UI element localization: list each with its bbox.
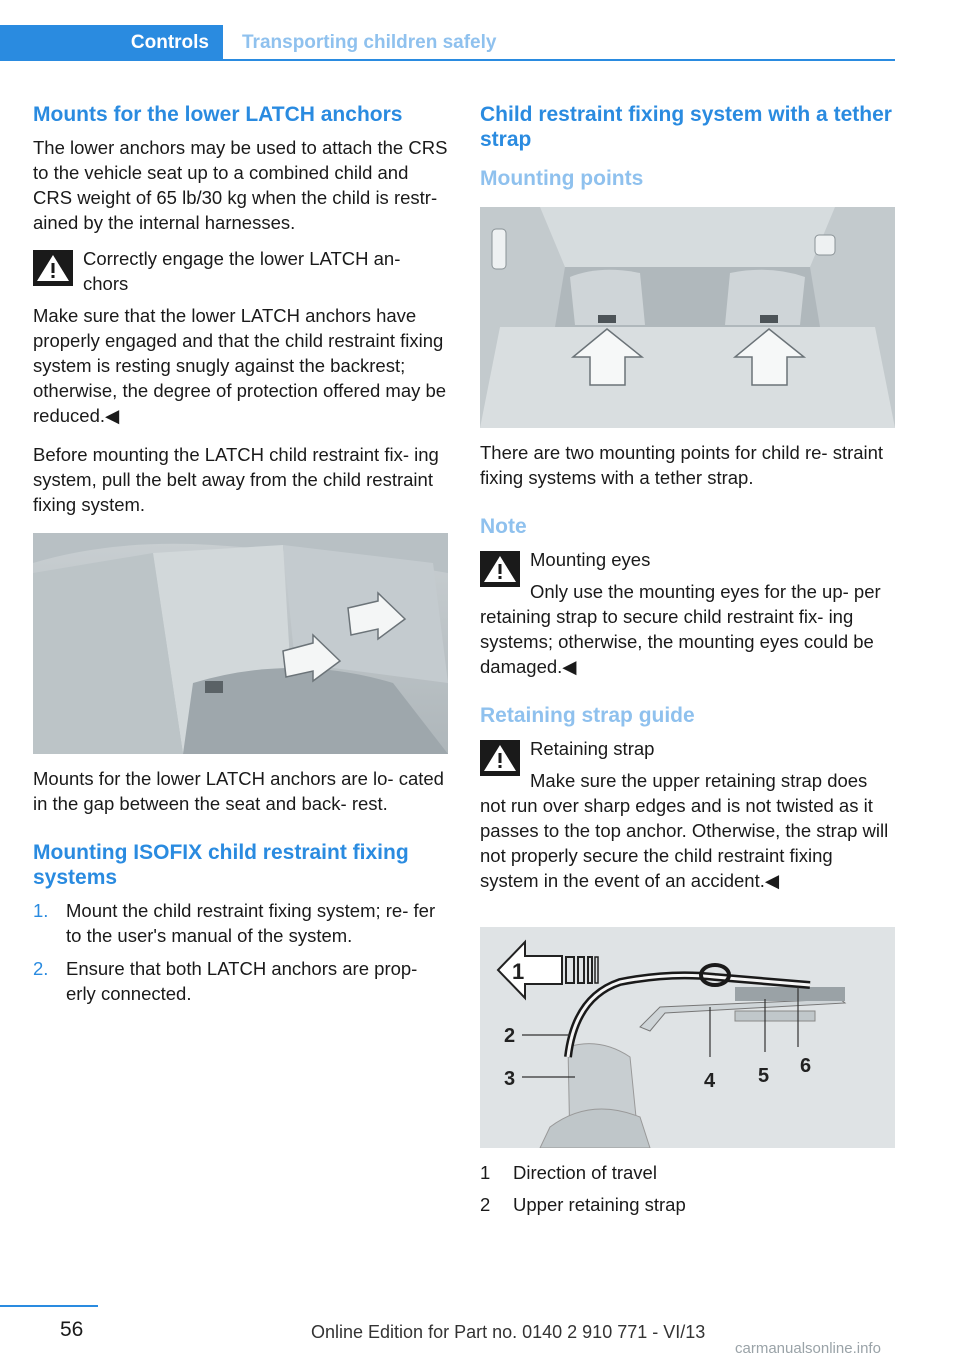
watermark: carmanualsonline.info	[735, 1340, 881, 1357]
diagram-label-2: 2	[504, 1025, 516, 1047]
warning-latch-title: Correctly engage the lower LATCH an‐ chors	[83, 248, 401, 294]
right-column	[480, 102, 895, 1224]
diagram-label-4: 4	[704, 1070, 716, 1092]
header-rule	[223, 59, 895, 61]
heading-strap-guide: Retaining strap guide	[480, 704, 695, 727]
warning-latch	[33, 246, 448, 428]
paragraph-pull-belt: Before mounting the LATCH child restraint fix‐ ing system, pull the belt away from the child restraint fixing system.	[33, 444, 439, 515]
heading-lower-latch: Mounts for the lower LATCH anchors	[33, 103, 403, 126]
footer-rule	[0, 1305, 98, 1307]
diagram-label-5: 5	[758, 1065, 770, 1087]
page-header	[0, 25, 895, 61]
legend-key: 2	[480, 1194, 491, 1215]
paragraph-lower-anchors: The lower anchors may be used to attach the CRS to the vehicle seat up to a combined child and CRS weight of 65 lb/30 kg when the child is restr- ained by the internal harnesses.	[33, 137, 448, 233]
diagram-legend	[480, 1160, 895, 1217]
page-number: 56	[60, 1318, 84, 1341]
warning-mounting-eyes	[480, 547, 895, 679]
step-number: 1.	[33, 900, 49, 921]
seat-latch-illustration	[33, 533, 448, 754]
heading-isofix: Mounting ISOFIX child restraint fixing systems	[33, 841, 409, 889]
warning-triangle-icon	[480, 551, 520, 587]
step-item	[33, 956, 448, 1006]
isofix-steps	[33, 898, 448, 1006]
strap-guide-illustration	[480, 927, 895, 1148]
step-text: Mount the child restraint fixing system; re‐ fer to the user's manual of the system.	[66, 900, 436, 946]
step-item	[33, 898, 448, 948]
heading-note: Note	[480, 515, 527, 538]
legend-key: 1	[480, 1162, 491, 1183]
warning-triangle-icon	[33, 250, 73, 286]
diagram-label-1: 1	[512, 959, 525, 984]
caption-latch-location: Mounts for the lower LATCH anchors are lo‐ cated in the gap between the seat and back‐ rest.	[33, 768, 444, 814]
chapter-title[interactable]: Transporting children safely	[242, 32, 497, 53]
mounting-points-photo	[480, 207, 895, 428]
warning-retaining-strap-title: Retaining strap	[530, 738, 655, 759]
diagram-label-6: 6	[800, 1055, 812, 1077]
legend-item	[480, 1160, 895, 1185]
mounting-points-illustration	[480, 207, 895, 428]
diagram-label-3: 3	[504, 1068, 516, 1090]
step-text: Ensure that both LATCH anchors are prop‐ erly connected.	[66, 958, 418, 1004]
heading-tether: Child restraint fixing system with a tether strap	[480, 103, 892, 151]
legend-value: Upper retaining strap	[513, 1194, 686, 1215]
strap-guide-diagram	[480, 927, 895, 1148]
step-number: 2.	[33, 958, 49, 979]
legend-value: Direction of travel	[513, 1162, 657, 1183]
warning-retaining-strap	[480, 736, 895, 893]
section-tab[interactable]: Controls	[0, 25, 223, 61]
left-column	[33, 102, 448, 1014]
heading-mounting-points: Mounting points	[480, 167, 644, 190]
warning-mounting-eyes-title: Mounting eyes	[530, 549, 651, 570]
legend-item	[480, 1192, 895, 1217]
warning-retaining-strap-body: Make sure the upper retaining strap does not run over sharp edges and is not twisted as it passes to the top anchor. Otherwise, the strap will not properly secure the child restraint fixing system in the event of an accident.◀	[480, 770, 889, 891]
warning-mounting-eyes-body: Only use the mounting eyes for the up‐ per retaining strap to secure child restraint fix‐ ing systems; otherwise, the mounting eyes could be damaged.◀	[480, 581, 881, 677]
edition-info: Online Edition for Part no. 0140 2 910 771 - VI/13	[311, 1322, 706, 1342]
seat-latch-photo	[33, 533, 448, 754]
paragraph-mounting-points: There are two mounting points for child re‐ straint fixing systems with a tether strap.	[480, 442, 884, 488]
warning-latch-body: Make sure that the lower LATCH anchors have properly engaged and that the child restraint fixing system is resting snugly against the backrest; otherwise, the degree of protection offered may be reduced.◀	[33, 305, 447, 426]
warning-triangle-icon	[480, 740, 520, 776]
